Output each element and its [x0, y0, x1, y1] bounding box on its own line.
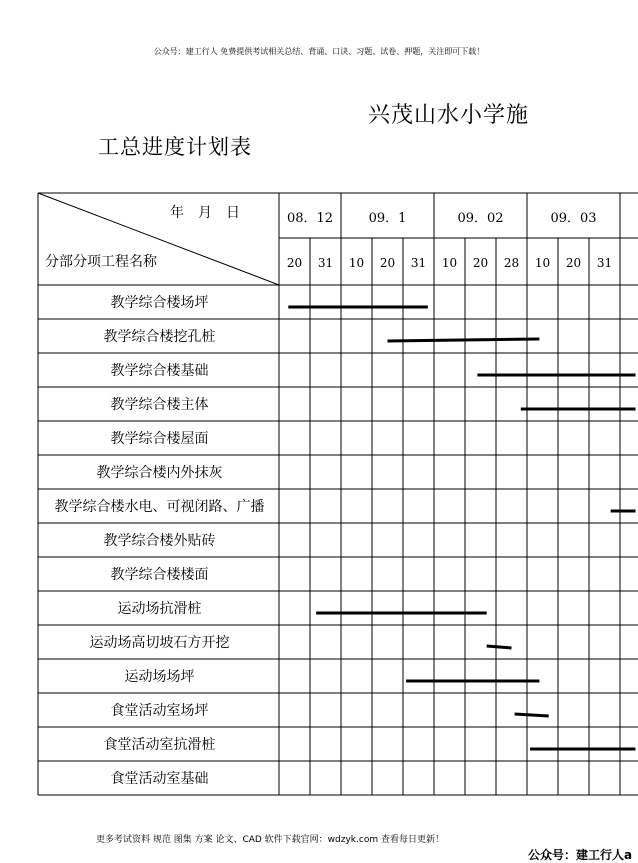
month-header: 09．02 [457, 211, 504, 226]
corner-date-label: 年 月 日 [170, 205, 240, 221]
task-name: 教学综合楼挖孔桩 [103, 329, 216, 345]
corner-diagonal-line [38, 193, 279, 285]
task-name: 教学综合楼水电、可视闭路、广播 [54, 499, 265, 515]
schedule-bar [487, 646, 512, 648]
month-header: 09．1 [368, 211, 407, 226]
task-name: 运动场场坪 [124, 669, 195, 685]
day-header: 10 [348, 256, 365, 270]
day-header: 20 [565, 256, 582, 270]
schedule-bar [515, 714, 549, 716]
page-title-line1: 兴茂山水小学施 [368, 103, 530, 128]
day-header: 31 [596, 256, 613, 270]
day-header: 20 [379, 256, 396, 270]
task-name: 食堂活动室场坪 [110, 703, 209, 719]
task-name: 食堂活动室基础 [110, 771, 209, 787]
task-name: 教学综合楼基础 [110, 363, 209, 379]
task-name: 教学综合楼场坪 [110, 295, 209, 311]
task-name: 运动场抗滑桩 [117, 601, 202, 617]
task-name: 教学综合楼主体 [110, 397, 209, 413]
month-header: 09．03 [550, 211, 597, 226]
header-note: 公众号：建工行人 免费提供考试相关总结、背诵、口诀、习题、试卷、押题，关注即可下载！ [153, 47, 485, 56]
footer-note: 更多考试资料 规范 图集 方案 论文、CAD 软件下载官网：wdzyk.com 查看每日更新！ [96, 835, 444, 845]
corner-name-label: 分部分项工程名称 [45, 254, 157, 270]
day-header: 20 [286, 256, 303, 270]
task-name: 食堂活动室抗滑桩 [103, 737, 216, 753]
day-header: 31 [410, 256, 427, 270]
task-name: 教学综合楼楼面 [110, 567, 209, 583]
schedule-bar [388, 339, 540, 341]
day-header: 10 [534, 256, 551, 270]
task-name: 教学综合楼内外抹灰 [96, 465, 223, 481]
day-header: 20 [472, 256, 489, 270]
task-name: 运动场高切坡石方开挖 [89, 635, 230, 651]
task-name: 教学综合楼外贴砖 [103, 533, 216, 549]
month-header: 08．12 [286, 211, 334, 226]
day-header: 10 [441, 256, 458, 270]
page-title-line2: 工总进度计划表 [98, 135, 252, 159]
day-header: 31 [317, 256, 334, 270]
day-header: 28 [503, 256, 520, 270]
wechat-watermark: 公众号：建工行人a [528, 848, 633, 862]
task-name: 教学综合楼屋面 [110, 431, 209, 447]
